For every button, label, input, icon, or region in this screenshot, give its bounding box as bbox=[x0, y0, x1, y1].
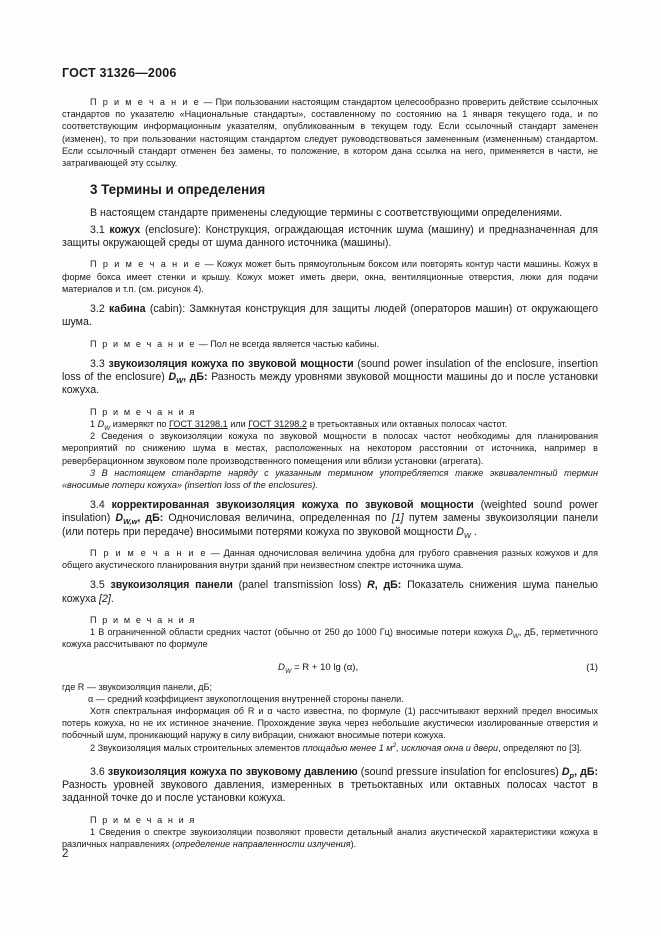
term-english: (panel transmission loss) bbox=[232, 579, 368, 592]
section-intro: В настоящем стандарте применены следующие термины с соответствующими определениями. bbox=[90, 206, 563, 219]
term-3-5: 3.5 звукоизоляция панели (panel transmission loss) R, дБ: Показатель снижения шума панелью кожуха [2]. bbox=[62, 579, 598, 605]
note-label: П р и м е ч а н и е bbox=[90, 259, 202, 270]
where-line-2: α — средний коэффициент звукопоглощения внутренней стороны панели. bbox=[88, 693, 404, 704]
ref-link-gost-31298-1[interactable]: ГОСТ 31298.1 bbox=[168, 418, 228, 429]
term-3-5-note-2: 2 Звукоизоляция малых строительных элементов площадью менее 1 $м^2$, исключая окна и двери, определяют по [3]. bbox=[90, 741, 582, 753]
term-3-3-note-3: 3 В настоящем стандарте наряду с указанным термином употребляется также эквивалентный термин «вносимые потери кожуха» (insertion loss of the enclosures). bbox=[62, 467, 598, 490]
term-name: звукоизоляция панели bbox=[110, 579, 233, 592]
term-3-1-note bbox=[62, 258, 598, 295]
term-3-5-note-1: 1 В ограниченной области средних частот (обычно от 250 до 1000 Гц) вносимые потери кожуха $D_W$, дБ, герметичного кожуха рассчитывают по формуле bbox=[62, 627, 598, 650]
ref-link-gost-31298-2[interactable]: ГОСТ 31298.2 bbox=[248, 418, 307, 429]
term-number: 3.2 bbox=[90, 303, 109, 316]
term-number: 3.1 bbox=[90, 223, 110, 236]
term-definition: Разность уровней звукового давления, измеренных в третьоктавных или октавных полосах частот в заданной точке до и после установки кожуха. bbox=[62, 779, 598, 805]
term-3-1 bbox=[62, 224, 598, 251]
note-label: П р и м е ч а н и е bbox=[90, 97, 201, 107]
term-3-6 bbox=[62, 766, 598, 806]
term-definition: Разность между уровнями звуковой мощности машины до и после установки кожуха. bbox=[62, 371, 598, 397]
term-name: кабина bbox=[109, 303, 146, 316]
term-symbol: $D_{W,w}$ bbox=[115, 512, 138, 527]
term-english: (sound pressure insulation for enclosures) bbox=[357, 765, 562, 778]
section-title: 3 Термины и определения bbox=[90, 182, 266, 198]
term-name: корректированная звукоизоляция кожуха по звуковой мощности bbox=[111, 499, 474, 512]
formula-1 bbox=[62, 659, 598, 677]
term-3-5-paragraph: Хотя спектральная информация об R и α часто известна, по формуле (1) рассчитывают верхний предел вносимых потерь кожуха, но не их истинное значение. Прохождение звука через небольшие акустически изолированные отверстия и побочный шум, проникающий наружу в силу вибрации, снижают вносимые потери кожуха. bbox=[62, 706, 598, 741]
intro-note bbox=[62, 96, 598, 169]
term-3-3-note-2: 2 Сведения о звукоизоляции кожуха по звуковой мощности в полосах частот необходимы для планирования мероприятий по снижению шума в местах, расположенных на некотором расстоянии от источника, например в реверберационном звуковом поле производственного помещения или вблизи установки (агрегата). bbox=[62, 431, 598, 466]
formula-expression: $D_W = R + 10$ lg (α), bbox=[278, 661, 359, 675]
note-label: П р и м е ч а н и е bbox=[90, 548, 208, 559]
term-symbol: R bbox=[367, 579, 375, 592]
term-definition: (enclosure): Конструкция, ограждающая источник шума (машину) и предназначенная для защиты окружающей среды от шума данного источника (машины). bbox=[62, 223, 598, 250]
term-number: 3.6 bbox=[90, 765, 108, 778]
note-text: — Данная одночисловая величина удобна для грубого сравнения разных кожухов и для общего акустического планирования внутри зданий при неизвестном спектре источника шума. bbox=[62, 548, 598, 571]
term-name: звукоизоляция кожуха по звуковому давлению bbox=[107, 765, 358, 778]
term-definition: (cabin): Замкнутая конструкция для защиты людей (операторов машин) от окружающего шума. bbox=[62, 303, 598, 329]
formula-number: (1) bbox=[586, 661, 598, 673]
bib-ref-1: [1] bbox=[391, 512, 404, 525]
term-number: 3.4 bbox=[90, 499, 112, 512]
term-3-4: 3.4 корректированная звукоизоляция кожуха по звуковой мощности (weighted sound power insulation) $D_{W,w}$, дБ: Одночисловая величина, определенная по [1] путем замены звукоизоляции панели (или потерь при передаче) вносимыми потерями кожуха по звуковой мощности $D_W$ . bbox=[62, 499, 599, 540]
term-number: 3.3 bbox=[90, 357, 109, 370]
term-3-6-note-1: 1 Сведения о спектре звукоизоляции позволяют провести детальный анализ акустической характеристики кожуха в различных направлениях (определение направленности излучения). bbox=[62, 826, 598, 850]
term-symbol: $D_W$ bbox=[168, 371, 184, 386]
term-name: кожух bbox=[109, 223, 141, 236]
note-label: П р и м е ч а н и е bbox=[90, 338, 197, 349]
notes-label: П р и м е ч а н и я bbox=[90, 615, 196, 626]
term-3-4-note bbox=[62, 547, 598, 571]
term-unit: , дБ: bbox=[374, 579, 402, 592]
term-symbol: $D_p$ bbox=[561, 765, 575, 780]
term-english: (sound power insulation of the enclosure, insertion loss of the enclosure) bbox=[62, 357, 599, 384]
note-text: — Пол не всегда является частью кабины. bbox=[196, 338, 379, 349]
term-3-2 bbox=[62, 303, 598, 330]
bib-ref-2: [2] bbox=[99, 592, 111, 605]
note-text: — При пользовании настоящим стандартом целесообразно проверить действие ссылочных стандартов по указателю «Национальные стандарты», составленному по состоянию на 1 января текущего года, и по соответствующим информационным указателям, опубликованным в текущем году. Если ссылочный стандарт заменен (изменен), то при пользовании настоящим стандартом следует руководствоваться замененным (измененным) стандартом. Если ссылочный стандарт отменен без замены, то положение, в котором дана ссылка на него, применяется в части, не затрагивающей эту ссылку. bbox=[62, 97, 598, 169]
term-english: (weighted sound power insulation) bbox=[62, 499, 599, 525]
term-number: 3.5 bbox=[90, 579, 111, 592]
term-name: звукоизоляция кожуха по звуковой мощности bbox=[108, 357, 354, 370]
term-3-2-note bbox=[62, 338, 598, 350]
notes-label: П р и м е ч а н и я bbox=[90, 814, 196, 825]
term-unit: , дБ: bbox=[137, 512, 164, 525]
notes-label: П р и м е ч а н и я bbox=[90, 406, 196, 417]
page-number: 2 bbox=[62, 848, 69, 860]
term-3-3-note-1: 1 $D_W$ измеряют по ГОСТ 31298.1 или ГОСТ 31298.2 в третьоктавных или октавных полосах частот. bbox=[90, 418, 508, 432]
note-text: — Кожух может быть прямоугольным боксом или повторять контур части машины. Кожух в форме бокса имеет стенки и крышу. Кожух может иметь двери, окна, вентиляционные отверстия, люки для подачи материалов и т.п. (см. рисунок 4). bbox=[62, 259, 599, 294]
term-unit: , дБ: bbox=[183, 371, 208, 384]
standard-header: ГОСТ 31326—2006 bbox=[62, 66, 177, 80]
document-body bbox=[62, 96, 598, 850]
term-3-3 bbox=[62, 358, 598, 398]
where-line-1: где R — звукоизоляция панели, дБ; bbox=[62, 681, 212, 692]
term-unit: , дБ: bbox=[574, 765, 599, 778]
